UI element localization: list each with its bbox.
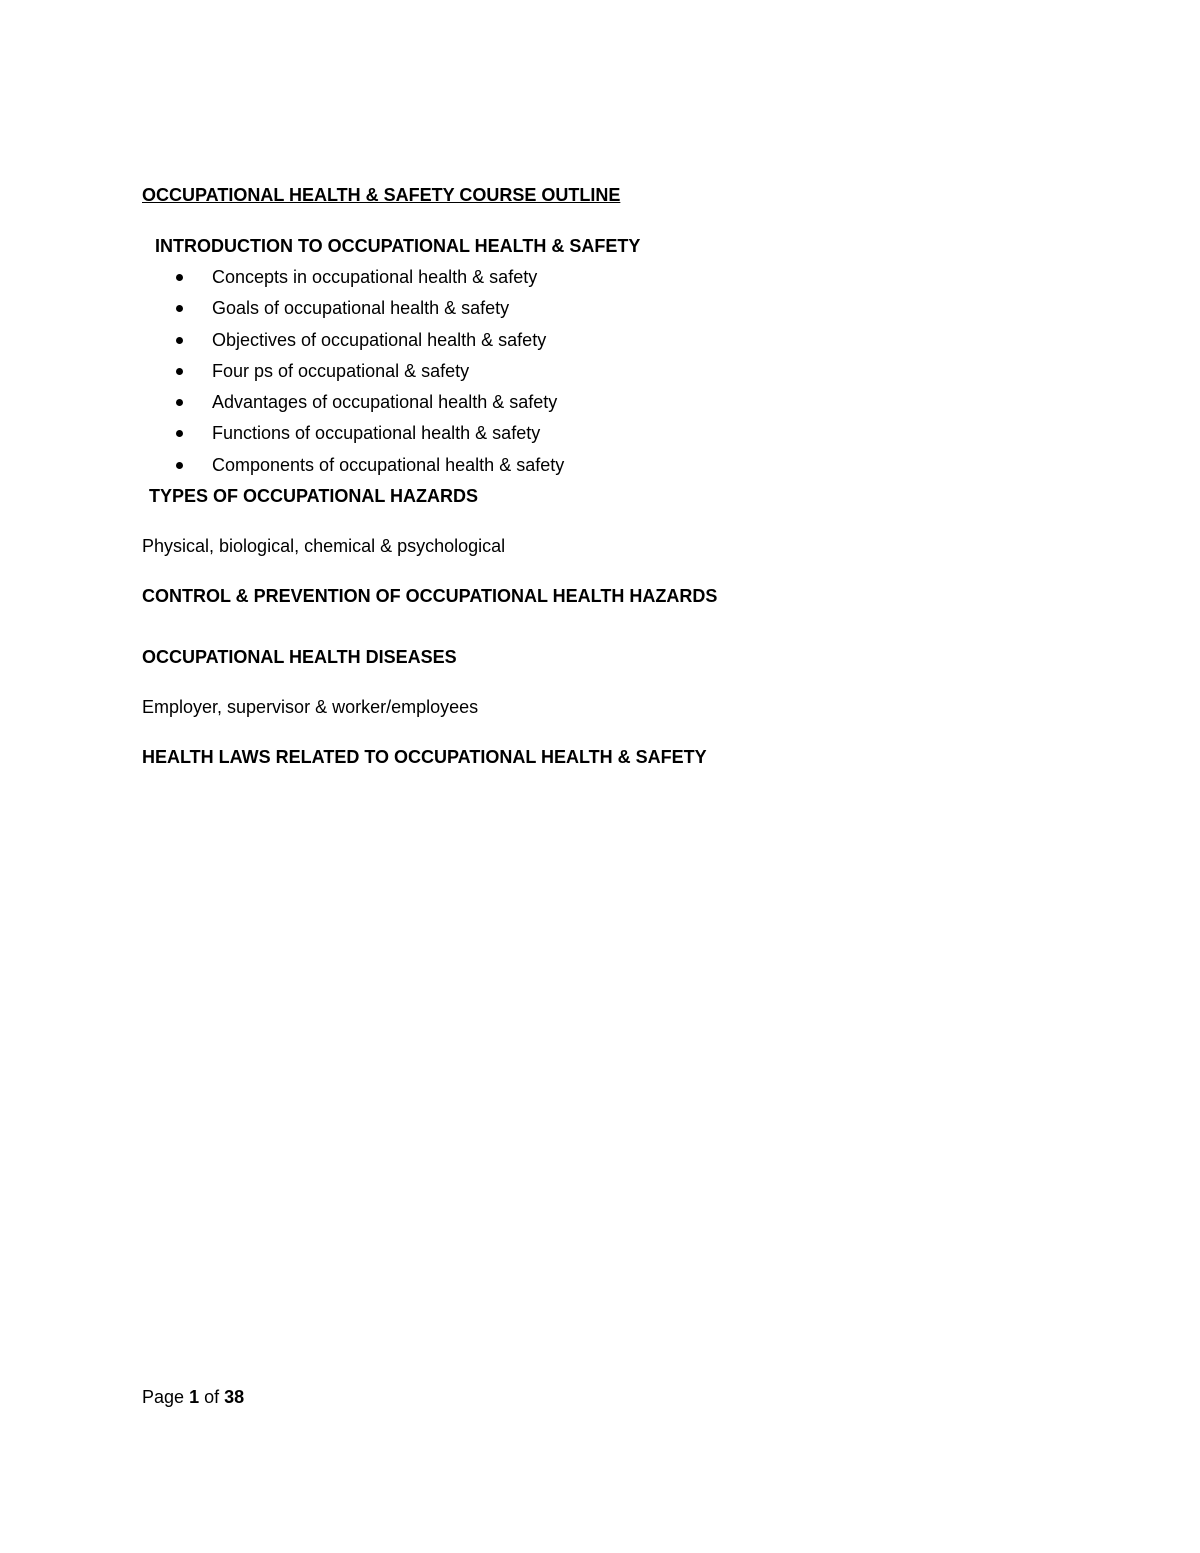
bullet-icon	[176, 399, 183, 406]
bullet-text: Concepts in occupational health & safety	[212, 267, 538, 287]
types-heading: TYPES OF OCCUPATIONAL HAZARDS	[149, 486, 479, 506]
diseases-heading: OCCUPATIONAL HEALTH DISEASES	[142, 647, 457, 667]
bullet-text: Objectives of occupational health & safety	[212, 329, 547, 350]
bullet-text: Functions of occupational health & safety	[212, 423, 541, 444]
page-prefix: Page	[142, 1387, 185, 1407]
bullet-text: Four ps of occupational & safety	[212, 360, 470, 381]
page-footer	[142, 1386, 244, 1408]
control-heading: CONTROL & PREVENTION OF OCCUPATIONAL HEALTH HAZARDS	[142, 586, 718, 606]
bullet-text: Goals of occupational health & safety	[212, 298, 510, 319]
bullet-icon	[176, 368, 183, 375]
bullet-text: Advantages of occupational health & safety	[212, 392, 558, 413]
types-body-text: Physical, biological, chemical & psychological	[142, 536, 506, 556]
bullet-icon	[176, 274, 183, 281]
bullet-icon	[176, 462, 183, 469]
bullet-icon	[176, 305, 183, 312]
laws-heading: HEALTH LAWS RELATED TO OCCUPATIONAL HEALTH & SAFETY	[142, 747, 707, 767]
page-of: of	[204, 1387, 220, 1407]
document-title: OCCUPATIONAL HEALTH & SAFETY COURSE OUTLINE	[142, 185, 621, 205]
page-number: 1	[189, 1387, 200, 1407]
bullet-icon	[176, 337, 183, 344]
introduction-heading: INTRODUCTION TO OCCUPATIONAL HEALTH & SAFETY	[155, 236, 641, 256]
bullet-icon	[176, 430, 183, 437]
diseases-body-text: Employer, supervisor & worker/employees	[142, 697, 479, 717]
bullet-text: Components of occupational health & safety	[212, 454, 565, 475]
page-total: 38	[224, 1387, 245, 1407]
